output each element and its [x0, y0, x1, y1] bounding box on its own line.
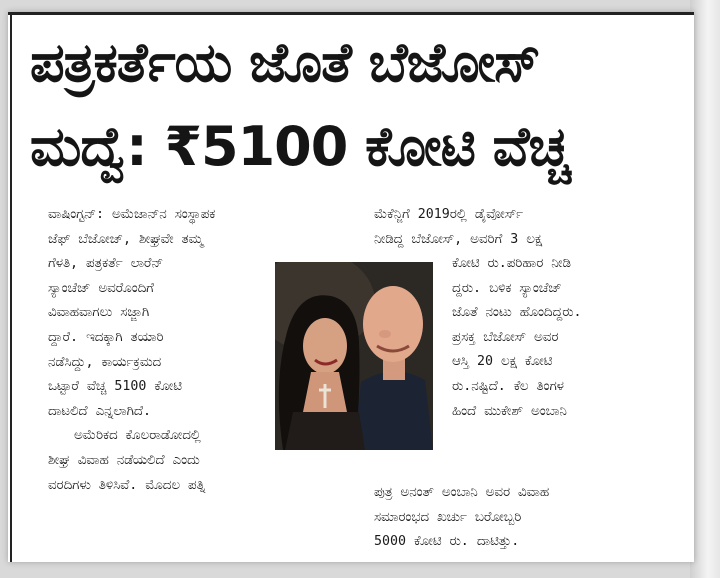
body-line: ದ್ದರು. ಬಳಿಕ ಸ್ಯಾಂಚೆಜ್ — [452, 280, 562, 296]
headline-line-2: ಮದ್ವೆ: ₹5100 ಕೋಟಿ ವೆಚ್ಚ — [30, 115, 570, 178]
right-column-bottom — [374, 481, 674, 555]
body-line: ಮೆಕೆನ್ಜಿಗೆ 2019ರಲ್ಲಿ ಡೈವೋರ್ಸ್ — [374, 207, 524, 222]
body-line: ಪ್ರಸಕ್ತ ಬೆಜೋಸ್ ಅವರ — [452, 329, 559, 345]
body-line: ಅಮೆರಿಕದ ಕೊಲರಾಡೋದಲ್ಲಿ — [74, 428, 201, 444]
body-line: ಹಿಂದೆ ಮುಕೇಶ್ ಅಂಬಾನಿ — [452, 403, 567, 419]
body-line: ಸ್ಯಾಂಚೆಜ್ ಅವರೊಂದಿಗೆ — [48, 280, 154, 296]
page-fold-shadow — [690, 0, 720, 578]
body-line: ವಾಷಿಂಗ್ಟನ್: ಅಮೆಜಾನ್‌ನ ಸಂಸ್ಥಾಪಕ — [48, 207, 216, 222]
couple-photo-illustration — [275, 262, 433, 450]
left-rule — [10, 12, 12, 562]
body-line: ಗೆಳತಿ, ಪತ್ರಕರ್ತೆ ಲಾರೆನ್ — [48, 256, 164, 272]
right-column-middle — [452, 252, 672, 424]
headline-line-1: ಪತ್ರಕರ್ತೆಯ ಜೊತೆ ಬೆಜೋಸ್ — [30, 31, 540, 94]
body-line: ನೀಡಿದ್ದ ಬೆಜೋಸ್, ಅವರಿಗೆ 3 ಲಕ್ಷ — [374, 231, 543, 247]
body-line: ಕೋಟಿ ರು.ಪರಿಹಾರ ನೀಡಿ — [452, 256, 571, 271]
body-line: ಪುತ್ರ ಅನಂತ್ ಅಂಬಾನಿ ಅವರ ವಿವಾಹ — [374, 485, 550, 500]
body-line: ಜೊತೆ ನಂಟು ಹೊಂದಿದ್ದರು. — [452, 305, 582, 321]
body-line: ವರದಿಗಳು ತಿಳಿಸಿವೆ. ಮೊದಲ ಪತ್ನಿ — [48, 477, 206, 493]
body-line: ನಡೆಸಿದ್ದು, ಕಾರ್ಯಕ್ರಮದ — [48, 354, 162, 370]
body-line: ದಾಟಲಿದೆ ಎನ್ನಲಾಗಿದೆ. — [48, 403, 151, 419]
body-line: ಶೀಘ್ರ ವಿವಾಹ ನಡೆಯಲಿದೆ ಎಂದು — [48, 452, 200, 468]
body-line: 5000 ಕೋಟಿ ರು. ದಾಟಿತ್ತು. — [374, 534, 520, 550]
body-line: ವಿವಾಹವಾಗಲು ಸಜ್ಜಾಗಿ — [48, 305, 150, 321]
body-line: ರು.ನಷ್ಟಿದೆ. ಕೆಲ ತಿಂಗಳ — [452, 378, 564, 394]
couple-photo — [275, 262, 433, 450]
body-line: ದ್ದಾರೆ. ಇದಕ್ಕಾಗಿ ತಯಾರಿ — [48, 329, 164, 345]
body-line: ಜೆಫ್ ಬೆಜೋಜ್, ಶೀಘ್ರವೇ ತಮ್ಮ — [48, 231, 204, 247]
body-line: ಒಟ್ಟಾರೆ ವೆಚ್ಚ 5100 ಕೋಟಿ — [48, 379, 182, 395]
right-column-top — [374, 203, 670, 252]
body-line: ಆಸ್ತಿ 20 ಲಕ್ಷ ಕೋಟಿ — [452, 354, 553, 370]
top-rule — [8, 12, 694, 15]
body-line: ಸಮಾರಂಭದ ಖರ್ಚು ಬರೋಬ್ಬರಿ — [374, 509, 522, 525]
